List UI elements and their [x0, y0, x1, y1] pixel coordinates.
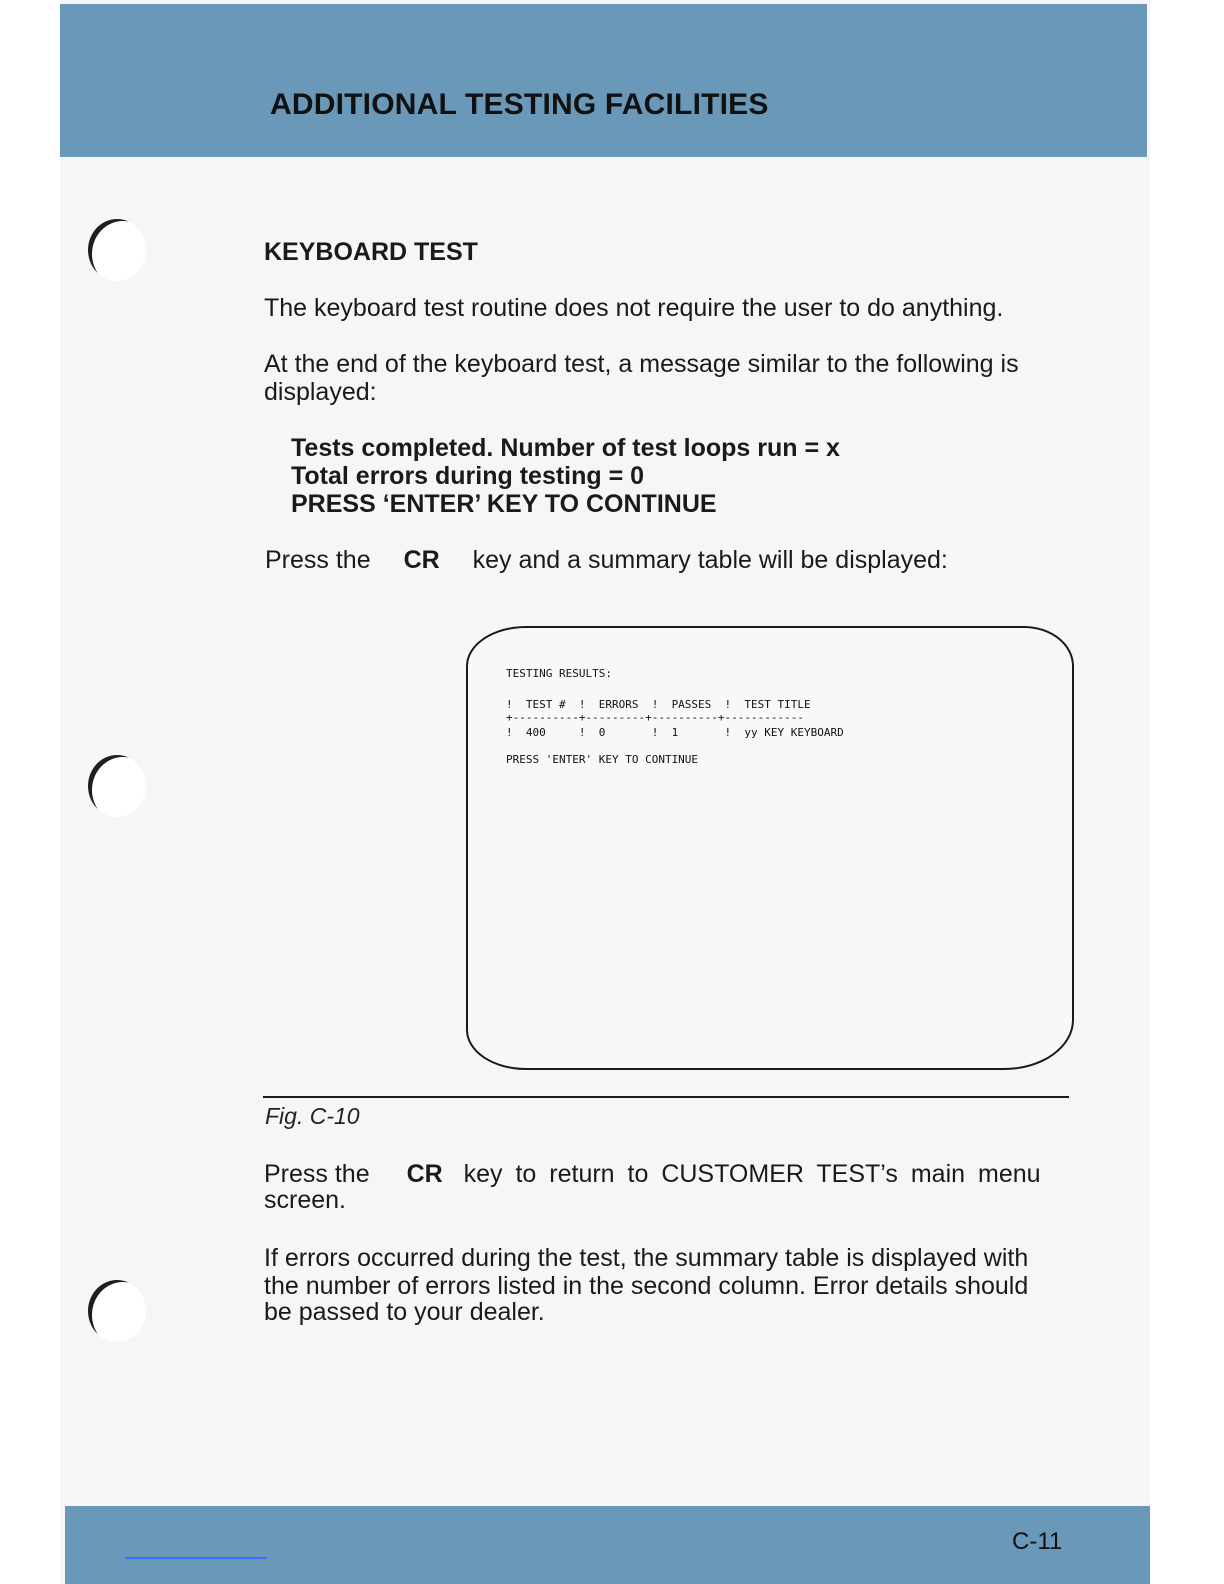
screen-title: TESTING RESULTS:: [506, 667, 612, 680]
message-line-loops: Tests completed. Number of test loops run = x: [291, 434, 840, 462]
paragraph-return-menu-line2: screen.: [264, 1186, 346, 1214]
paragraph-errors-line2: the number of errors listed in the second column. Error details should: [264, 1272, 1029, 1300]
paragraph-end-message-line1: At the end of the keyboard test, a message similar to the following is: [264, 350, 1019, 378]
return-menu-text: key to return to CUSTOMER TEST’s main menu: [463, 1160, 1041, 1188]
binder-hole-middle: [88, 755, 146, 817]
message-line-press-enter: PRESS ‘ENTER’ KEY TO CONTINUE: [291, 490, 717, 518]
message-line-errors: Total errors during testing = 0: [291, 462, 645, 490]
cr-key-label: CR: [406, 1160, 443, 1188]
section-title: KEYBOARD TEST: [264, 238, 478, 266]
paragraph-errors-line3: be passed to your dealer.: [264, 1298, 545, 1326]
binder-hole-top: [88, 219, 146, 281]
paragraph-intro: The keyboard test routine does not require the user to do anything.: [264, 294, 1004, 322]
header-band: [60, 4, 1147, 157]
cr-key-label: CR: [403, 546, 440, 574]
paragraph-errors-line1: If errors occurred during the test, the summary table is displayed with: [264, 1244, 1029, 1272]
figure-rule: [263, 1096, 1069, 1098]
completion-message: [291, 434, 840, 518]
footer-band: [65, 1506, 1150, 1584]
figure-caption: Fig. C-10: [265, 1103, 360, 1129]
press-the-text: Press the: [264, 1160, 370, 1188]
monitor-screen-figure: [466, 626, 1074, 1070]
press-the-text: Press the: [265, 546, 371, 574]
paragraph-end-message-line2: displayed:: [264, 378, 377, 406]
scan-artifact-line: [125, 1557, 267, 1559]
screen-table-separator: +----------+---------+----------+------------: [506, 711, 805, 724]
paragraph-return-menu: [264, 1160, 1069, 1188]
binder-hole-bottom: [88, 1280, 146, 1342]
page-number: C-11: [1012, 1528, 1063, 1555]
screen-prompt: PRESS 'ENTER' KEY TO CONTINUE: [506, 753, 699, 766]
screen-table-row: ! 400 ! 0 ! 1 ! yy KEY KEYBOARD: [506, 726, 844, 739]
paragraph-press-cr: [265, 546, 948, 574]
page-title: ADDITIONAL TESTING FACILITIES: [270, 88, 769, 121]
summary-table-text: key and a summary table will be displayed:: [472, 546, 948, 574]
screen-table-header: ! TEST # ! ERRORS ! PASSES ! TEST TITLE: [506, 698, 811, 711]
